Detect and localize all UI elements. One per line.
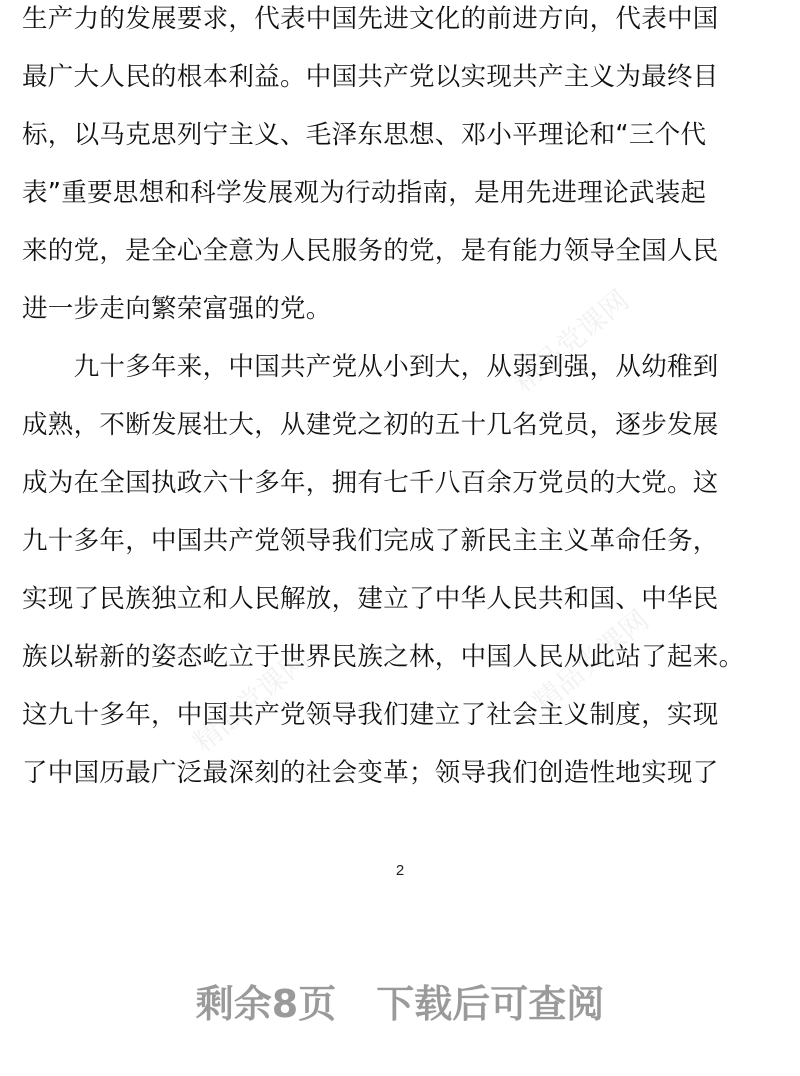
- text-line: 这九十多年，中国共产党领导我们建立了社会主义制度，实现: [22, 700, 719, 730]
- text-line: 成为在全国执政六十多年，拥有七千八百余万党员的大党。这: [22, 468, 719, 498]
- text-line: 最广大人民的根本利益。中国共产党以实现共产主义为最终目: [22, 62, 719, 92]
- text-line: 来的党，是全心全意为人民服务的党，是有能力领导全国人民: [22, 236, 719, 266]
- text-line: 九十多年，中国共产党领导我们完成了新民主主义革命任务，: [22, 526, 719, 556]
- text-line: 实现了民族独立和人民解放，建立了中华人民共和国、中华民: [22, 584, 719, 614]
- download-to-view-label[interactable]: 下载后可查阅: [376, 981, 605, 1026]
- watermark: 精品党课网: [506, 283, 636, 399]
- download-banner[interactable]: [0, 972, 800, 1028]
- text-line: 标，以马克思列宁主义、毛泽东思想、邓小平理论和“三个代: [22, 120, 707, 150]
- text-line: 九十多年来，中国共产党从小到大，从弱到强，从幼稚到: [22, 352, 719, 382]
- text-line: 生产力的发展要求，代表中国先进文化的前进方向，代表中国: [22, 4, 719, 34]
- watermark: 精品党课网: [526, 603, 656, 719]
- text-line: 进一步走向繁荣富强的党。: [22, 294, 332, 324]
- text-line: 成熟，不断发展壮大，从建党之初的五十几名党员，逐步发展: [22, 410, 719, 440]
- text-line: 了中国历最广泛最深刻的社会变革；领导我们创造性地实现了: [22, 758, 719, 788]
- text-line: 表”重要思想和科学发展观为行动指南，是用先进理论武装起: [22, 178, 707, 208]
- watermark: 精品党课网: [186, 643, 316, 759]
- page-number: 2: [395, 862, 405, 879]
- remaining-pages-label[interactable]: 剩余8页: [195, 981, 337, 1026]
- text-line: 族以崭新的姿态屹立于世界民族之林，中国人民从此站了起来。: [22, 642, 745, 672]
